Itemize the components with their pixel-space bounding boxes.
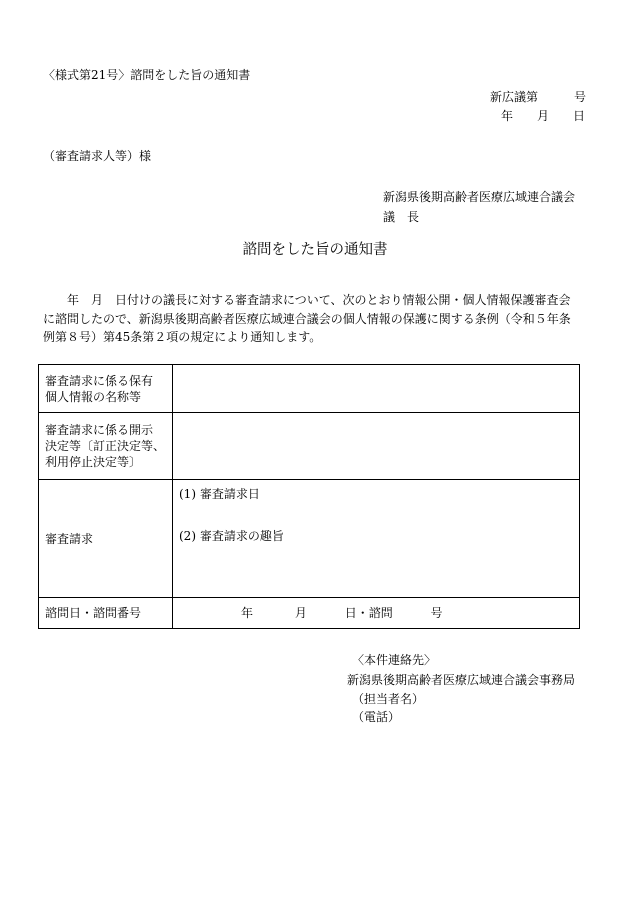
request-purpose-item: (2) 審査請求の趣旨	[179, 529, 284, 543]
consult-year: 年	[241, 606, 254, 620]
table-row	[39, 365, 580, 413]
consult-number: 号	[430, 606, 443, 620]
value-cell-consult-date[interactable]	[173, 598, 580, 629]
table-row	[39, 413, 580, 480]
label-line: 審査請求に係る保有	[45, 373, 154, 388]
value-cell-disclosure-decision[interactable]	[173, 413, 580, 480]
label-line: 審査請求に係る開示	[45, 423, 154, 437]
label-line: 個人情報の名称等	[45, 389, 142, 404]
document-number: 新広議第 号	[490, 90, 587, 104]
table-row	[39, 598, 580, 629]
label-line: 利用停止決定等〕	[45, 455, 142, 469]
addressee: （審査請求人等）様	[43, 149, 152, 163]
row-label-disclosure-decision	[39, 413, 173, 480]
sender-organization: 新潟県後期高齢者医療広域連合議会	[383, 190, 576, 204]
value-cell-personal-info[interactable]	[173, 365, 580, 413]
body-line-3: 例第８号）第45条第２項の規定により通知します。	[43, 330, 322, 344]
request-date-item: (1) 審査請求日	[179, 487, 260, 501]
body-line-2: に諮問したので、新潟県後期高齢者医療広域連合議会の個人情報の保護に関する条例（令和５年条	[43, 311, 571, 326]
table-row	[39, 480, 580, 598]
body-line-1: 年 月 日付けの議長に対する審査請求について、次のとおり情報公開・個人情報保護審査会	[67, 293, 571, 307]
form-label: 〈様式第21号〉諮問をした旨の通知書	[43, 68, 251, 82]
document-date: 年 月 日	[501, 109, 586, 123]
row-label-personal-info	[39, 365, 173, 413]
value-cell-request[interactable]	[173, 480, 580, 598]
sender-title: 議 長	[383, 210, 420, 224]
label-line: 決定等〔訂正決定等、	[45, 439, 166, 453]
body-paragraph	[43, 291, 588, 347]
row-label-consult-date: 諮問日・諮問番号	[39, 598, 173, 629]
contact-heading: 〈本件連絡先〉	[352, 653, 437, 667]
contact-person: （担当者名）	[352, 692, 425, 706]
info-table	[38, 364, 580, 629]
contact-organization: 新潟県後期高齢者医療広域連合議会事務局	[347, 673, 576, 687]
consult-month: 月	[294, 606, 307, 620]
contact-phone: （電話）	[352, 710, 401, 724]
row-label-request: 審査請求	[39, 480, 173, 598]
document-title: 諮問をした旨の通知書	[242, 242, 388, 258]
consult-day: 日・諮問	[344, 606, 393, 620]
